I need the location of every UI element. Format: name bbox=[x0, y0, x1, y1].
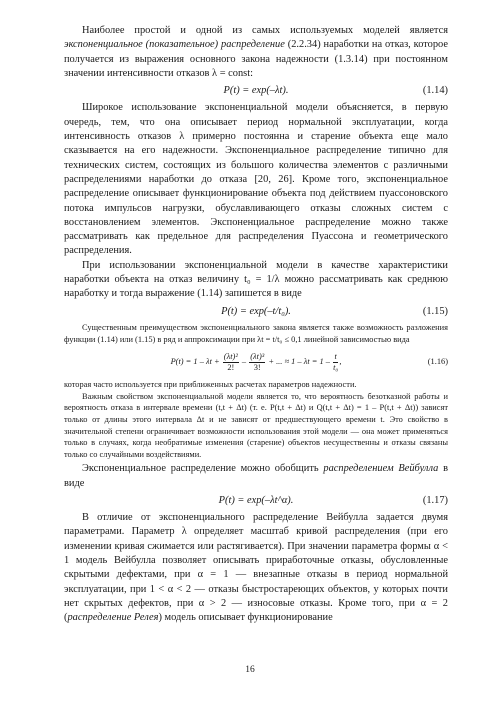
text-run: в виде bbox=[64, 463, 448, 489]
page-content bbox=[64, 24, 448, 626]
fraction-denominator: t₀ bbox=[333, 362, 339, 372]
paragraph-weibull-generalization bbox=[64, 462, 448, 491]
equation-lhs: P(t) = 1 – λt + bbox=[170, 357, 220, 367]
equation-number: (1.16) bbox=[427, 357, 448, 367]
text-run: Наиболее простой и одной из самых используемых моделей является bbox=[82, 25, 448, 36]
equation-middle: + ... ≈ 1 – λt = 1 – bbox=[268, 357, 330, 367]
equation-1-14 bbox=[64, 84, 448, 98]
term-weibull-distribution: распределением Вейбулла bbox=[323, 463, 439, 475]
equation-formula: P(t) = exp(–λt^α). bbox=[218, 494, 294, 506]
text-run: Экспоненциальное распределение можно обобщить bbox=[82, 463, 324, 475]
equation-number: (1.15) bbox=[422, 305, 448, 317]
fraction-denominator: 2! bbox=[227, 362, 235, 372]
equation-number: (1.14) bbox=[422, 85, 448, 97]
paragraph-approx-use: которая часто используется при приближенных расчетах параметров надежности. bbox=[64, 380, 357, 390]
text-run: В отличие от экспоненциального распределение Вейбулла задается двумя параметрами. Параметр λ определяет масштаб кривой распределения (при его изменении кривая сжимается или растягивается). При значении параметра формы α < 1 модель Вейбулла позволяет описывать приработочные отказы, обусловленные скрытыми дефектами, при α = 1 — внезапные отказы в период нормальной эксплуатации, при 1 < α < 2 — отказы быстростареющих объектов, у которых почти нет скрытых дефектов, при α > 2 — износовые отказы. Кроме того, при α = 2 ( bbox=[64, 512, 448, 624]
fraction-numerator: (λt)³ bbox=[250, 351, 265, 361]
paragraph-mean-time: При использовании экспоненциальной модели в качестве характеристики наработки объекта на отказ величину t₀ = 1/λ можно рассматривать как среднюю наработку и тогда выражение (1.14) запишется в виде bbox=[64, 259, 448, 300]
term-exponential-distribution: экспоненциальное (показательное) распределение bbox=[64, 39, 285, 51]
equation-number: (1.17) bbox=[422, 494, 448, 506]
term-rayleigh-distribution: распределение Релея bbox=[67, 612, 159, 624]
equation-formula: P(t) = exp(–λt). bbox=[223, 85, 289, 97]
fraction-cube-term bbox=[249, 352, 265, 373]
fraction-t-over-t0 bbox=[333, 352, 338, 373]
equation-1-17 bbox=[64, 494, 448, 508]
paragraph-important-property: Важным свойством экспоненциальной модели является то, что вероятность безотказной работы и вероятность отказа в интервале времени (t,t + Δt) (т. е. P(t,t + Δt) и Q(t,t + Δt) = 1 – P(t,t + Δt)) зависят только от длины этого интервала Δt и не зависят от предшествующего времени t. Это свойство в значительной степени ограничивает возможности использования этой модели — она может применяться только в случаях, когда необратимые изменения (старение) объектов несущественны и отказы связаны только со случайными воздействиями. bbox=[64, 391, 448, 459]
minus-sign: – bbox=[241, 357, 247, 367]
equation-comma: , bbox=[339, 357, 342, 367]
paragraph-exponential-intro bbox=[64, 24, 448, 81]
fraction-denominator: 3! bbox=[253, 362, 261, 372]
paragraph-wide-use: Широкое использование экспоненциальной модели объясняется, в первую очередь, тем, что она описывает период нормальной эксплуатации, когда интенсивность отказов λ примерно постоянна и старение объекта еще мало сказывается на его надежности. Экспоненциальное распределение типично для технических систем, состоящих из большого количества элементов с различными распределениями наработки до отказа [20, 26]. Кроме того, экспоненциальное распределение описывает функционирование объекта под действием пуассоновского потока импульсов нагрузки, обуславливающего отказы сложных систем с восстановлением элементов. Экспоненциальное распределение можно также рассматривать как предельное для распределения Пуассона и геометрического распределения. bbox=[64, 102, 448, 257]
paragraph-series-expansion: Существенным преимуществом экспоненциального закона является также возможность разложения функции (1.14) или (1.15) в ряд и аппроксимации при λt = t/t₀ ≤ 0,1 линейной зависимостью вида bbox=[64, 322, 448, 344]
text-run: (2.2.34) наработки на отказ, которое получается из выражения основного закона надежности (1.3.14) при постоянном значении интенсивности отказов λ = const: bbox=[64, 39, 448, 79]
equation-1-15 bbox=[64, 305, 448, 319]
paragraph-weibull-parameters bbox=[64, 511, 448, 625]
fraction-numerator: (λt)² bbox=[223, 351, 238, 361]
equation-formula: P(t) = exp(–t/t₀). bbox=[221, 305, 291, 317]
text-run: ) модель описывает функционирование bbox=[158, 612, 333, 624]
page-number: 16 bbox=[245, 665, 255, 675]
fraction-square-term bbox=[223, 352, 239, 373]
equation-1-16 bbox=[64, 349, 448, 375]
fraction-numerator: t bbox=[334, 351, 337, 361]
